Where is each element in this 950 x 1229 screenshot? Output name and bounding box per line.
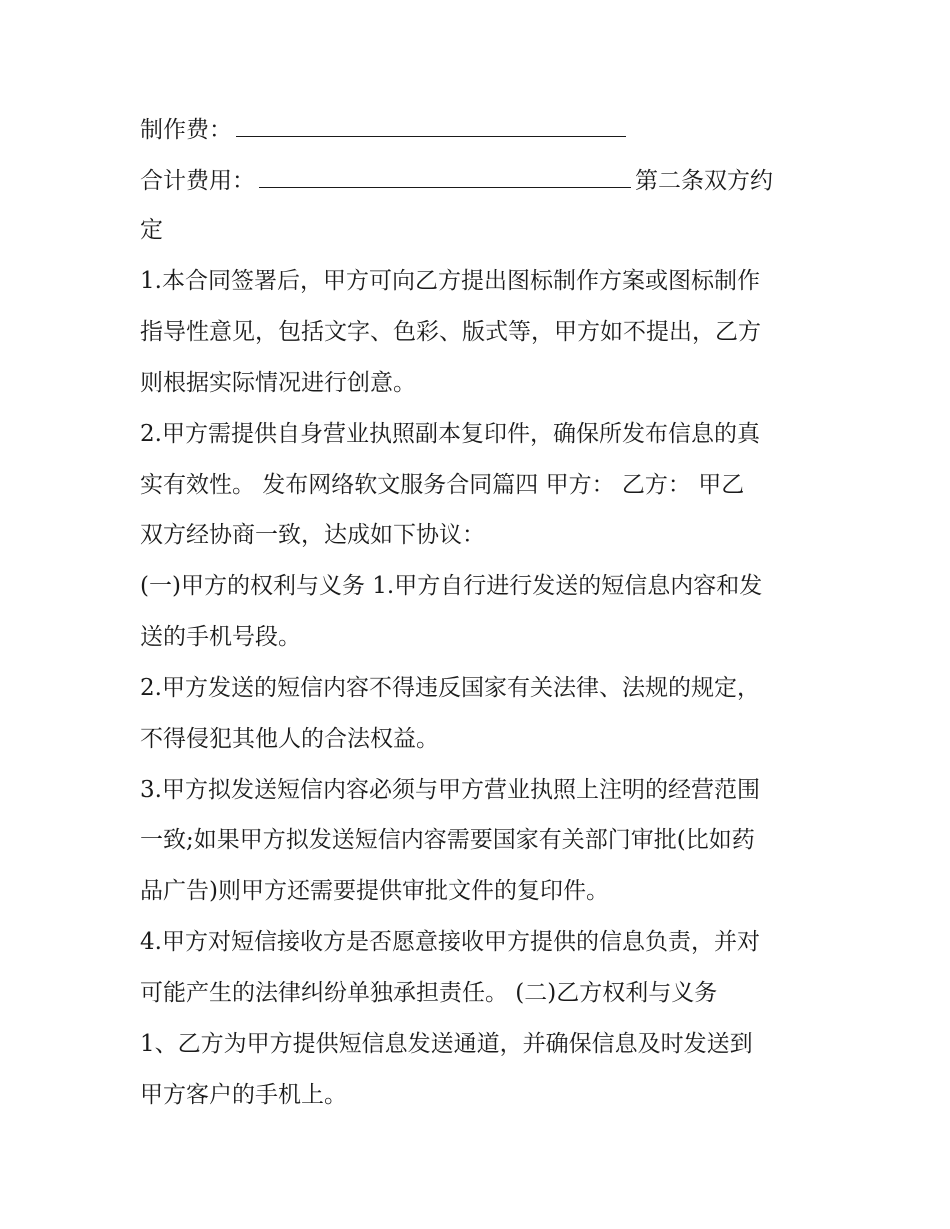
total-fee-label: 合计费用： bbox=[140, 168, 255, 194]
total-fee-blank bbox=[259, 165, 631, 188]
body-line: 4.甲方对短信接收方是否愿意接收甲方提供的信息负责，并对 bbox=[140, 929, 760, 955]
body-line: 实有效性。 发布网络软文服务合同篇四 甲方： 乙方： 甲乙 bbox=[140, 472, 745, 498]
body-line: 指导性意见，包括文字、色彩、版式等，甲方如不提出，乙方 bbox=[140, 319, 761, 345]
body-line: 定 bbox=[140, 217, 163, 243]
body-line: 可能产生的法律纠纷单独承担责任。 (二)乙方权利与义务 bbox=[140, 980, 718, 1006]
production-fee-label: 制作费： bbox=[140, 117, 232, 143]
body-line: 双方经协商一致，达成如下协议： bbox=[140, 522, 485, 548]
production-fee-blank bbox=[236, 114, 626, 137]
body-line: 送的手机号段。 bbox=[140, 624, 301, 650]
total-fee-field bbox=[140, 165, 773, 196]
total-fee-trailing-text: 第二条双方约 bbox=[635, 168, 773, 194]
body-line: 不得侵犯其他人的合法权益。 bbox=[140, 726, 439, 752]
body-line: 1、乙方为甲方提供短信息发送通道，并确保信息及时发送到 bbox=[140, 1031, 753, 1057]
body-line: 品广告)则甲方还需要提供审批文件的复印件。 bbox=[140, 878, 609, 904]
body-line: 2.甲方需提供自身营业执照副本复印件，确保所发布信息的真 bbox=[140, 421, 760, 447]
body-line: (一)甲方的权利与义务 1.甲方自行进行发送的短信息内容和发 bbox=[140, 573, 763, 599]
body-line: 2.甲方发送的短信内容不得违反国家有关法律、法规的规定， bbox=[140, 675, 760, 701]
body-line: 甲方客户的手机上。 bbox=[140, 1082, 347, 1108]
body-line: 1.本合同签署后，甲方可向乙方提出图标制作方案或图标制作 bbox=[140, 268, 760, 294]
body-line: 3.甲方拟发送短信内容必须与甲方营业执照上注明的经营范围 bbox=[140, 777, 760, 803]
body-line: 一致;如果甲方拟发送短信内容需要国家有关部门审批(比如药 bbox=[140, 827, 755, 853]
production-fee-field bbox=[140, 114, 630, 145]
body-line: 则根据实际情况进行创意。 bbox=[140, 370, 416, 396]
